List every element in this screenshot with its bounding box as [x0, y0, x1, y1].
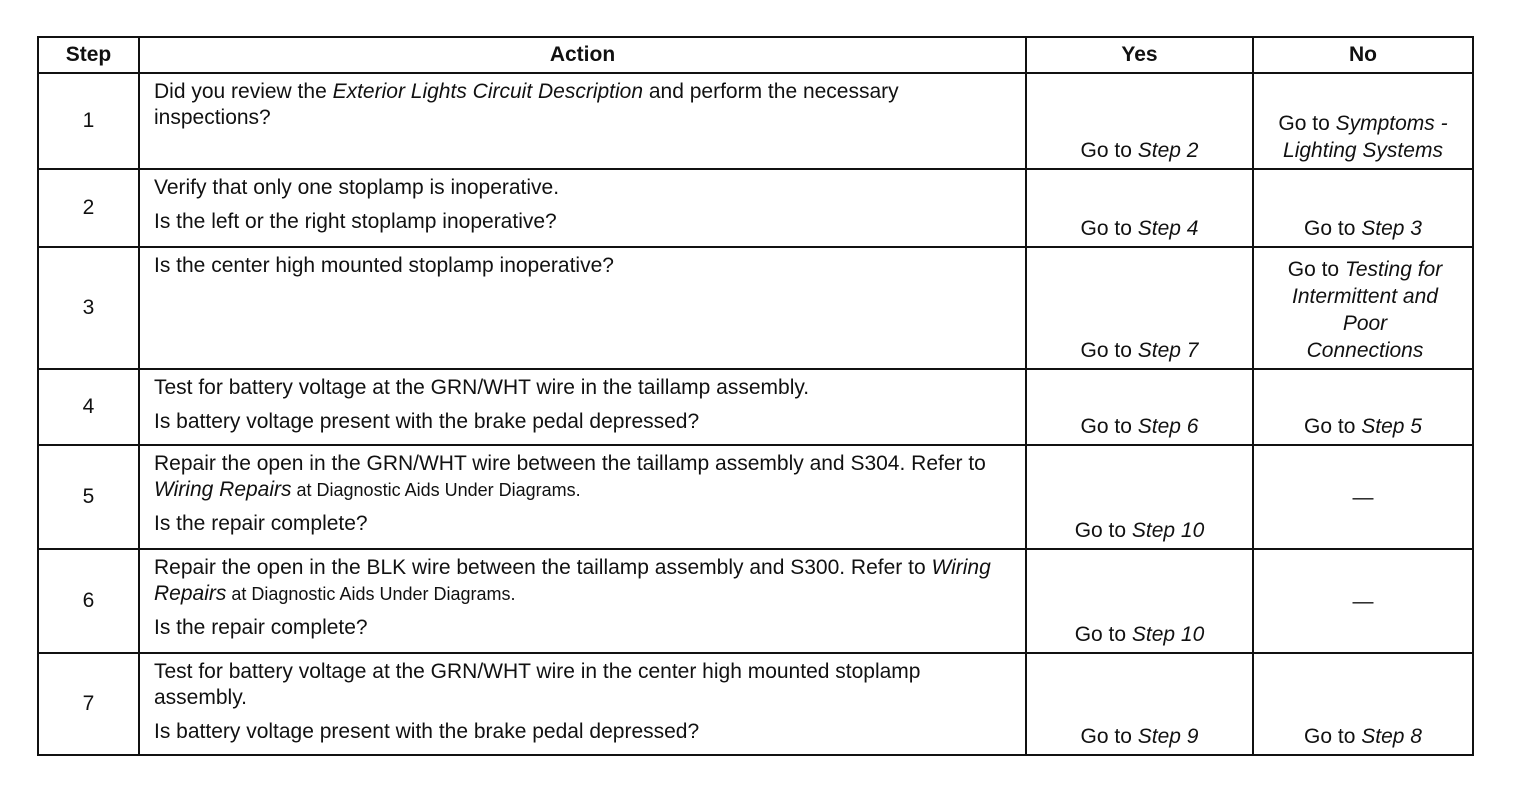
no-goto-text: Go to [1304, 415, 1362, 438]
yes-goto-text: Go to [1074, 519, 1132, 542]
step-number: 4 [38, 369, 139, 445]
yes-goto-text: Go to [1080, 339, 1138, 362]
action-question: Is the left or the right stoplamp inoperative? [154, 210, 557, 233]
step-number: 2 [38, 169, 139, 247]
step-number: 5 [38, 445, 139, 549]
action-instruction: Repair the open in the GRN/WHT wire between the taillamp assembly and S304. Refer to [154, 452, 986, 475]
action-question: Is the repair complete? [154, 512, 368, 535]
action-cell [139, 445, 1026, 549]
step-number: 1 [38, 73, 139, 169]
action-cell [139, 247, 1026, 369]
action-reference: Wiring Repairs [154, 478, 292, 501]
no-cell [1253, 653, 1473, 755]
action-cell [139, 73, 1026, 169]
action-cell [139, 653, 1026, 755]
action-text: Did you review the [154, 80, 333, 103]
yes-cell [1026, 73, 1253, 169]
action-cell [139, 369, 1026, 445]
yes-cell [1026, 549, 1253, 653]
yes-cell [1026, 445, 1253, 549]
yes-cell [1026, 169, 1253, 247]
no-cell [1253, 247, 1473, 369]
yes-step-link[interactable]: Step 10 [1131, 519, 1205, 542]
header-action: Action [139, 37, 1026, 73]
no-cell [1253, 369, 1473, 445]
diagnostic-table [37, 36, 1474, 756]
table-row [38, 73, 1473, 169]
yes-step-link[interactable]: Step 7 [1137, 339, 1199, 362]
no-cell [1253, 549, 1473, 653]
action-question: Is the center high mounted stoplamp inoperative? [154, 254, 614, 277]
step-number: 3 [38, 247, 139, 369]
table-row [38, 549, 1473, 653]
no-action-dash: — [1352, 485, 1374, 509]
action-text: and perform the necessary inspections? [154, 80, 899, 129]
table-row [38, 369, 1473, 445]
no-step-link[interactable]: Step 8 [1361, 725, 1422, 748]
action-cell [139, 549, 1026, 653]
action-reference: Exterior Lights Circuit Description [332, 80, 644, 103]
yes-goto-text: Go to [1080, 725, 1138, 748]
no-goto-text: Go to [1304, 217, 1362, 240]
no-cell [1253, 169, 1473, 247]
yes-step-link[interactable]: Step 2 [1137, 139, 1199, 162]
no-cell [1253, 445, 1473, 549]
yes-cell [1026, 653, 1253, 755]
action-instruction: Repair the open in the BLK wire between the taillamp assembly and S300. Refer to [154, 556, 932, 579]
action-text: Verify that only one stoplamp is inoperative. [154, 176, 560, 199]
yes-goto-text: Go to [1080, 139, 1138, 162]
yes-cell [1026, 369, 1253, 445]
header-step: Step [38, 37, 139, 73]
step-number: 7 [38, 653, 139, 755]
no-step-link[interactable]: Testing for Intermittent and Poor Connections [1292, 258, 1443, 362]
no-goto-text: Go to [1304, 725, 1362, 748]
yes-goto-text: Go to [1074, 623, 1132, 646]
action-reference: Wiring Repairs [154, 556, 991, 605]
no-step-link[interactable]: Step 5 [1361, 415, 1422, 438]
action-text: Test for battery voltage at the GRN/WHT wire in the taillamp assembly. [154, 376, 810, 399]
no-step-link[interactable]: Symptoms - Lighting Systems [1283, 112, 1448, 162]
no-action-dash: — [1352, 589, 1374, 613]
header-no: No [1253, 37, 1473, 73]
yes-goto-text: Go to [1080, 415, 1138, 438]
action-reference-source: at Diagnostic Aids Under Diagrams. [291, 480, 581, 500]
action-text [154, 451, 1013, 503]
table-row [38, 653, 1473, 755]
yes-step-link[interactable]: Step 10 [1131, 623, 1205, 646]
header-row [38, 37, 1473, 73]
step-number: 6 [38, 549, 139, 653]
action-question: Is battery voltage present with the brake pedal depressed? [154, 720, 700, 743]
header-yes: Yes [1026, 37, 1253, 73]
table-row [38, 169, 1473, 247]
no-goto-text: Go to [1287, 258, 1345, 281]
action-question: Is the repair complete? [154, 616, 368, 639]
no-goto-text: Go to [1278, 112, 1336, 135]
yes-step-link[interactable]: Step 6 [1137, 415, 1199, 438]
yes-cell [1026, 247, 1253, 369]
action-text: Test for battery voltage at the GRN/WHT wire in the center high mounted stoplamp assembly. [154, 660, 921, 709]
no-step-link[interactable]: Step 3 [1361, 217, 1422, 240]
yes-step-link[interactable]: Step 4 [1137, 217, 1199, 240]
table-row [38, 247, 1473, 369]
yes-step-link[interactable]: Step 9 [1137, 725, 1199, 748]
action-text [154, 555, 1013, 607]
action-reference-source: at Diagnostic Aids Under Diagrams. [226, 584, 516, 604]
action-cell [139, 169, 1026, 247]
table-row [38, 445, 1473, 549]
yes-goto-text: Go to [1080, 217, 1138, 240]
action-question: Is battery voltage present with the brake pedal depressed? [154, 410, 700, 433]
no-cell [1253, 73, 1473, 169]
